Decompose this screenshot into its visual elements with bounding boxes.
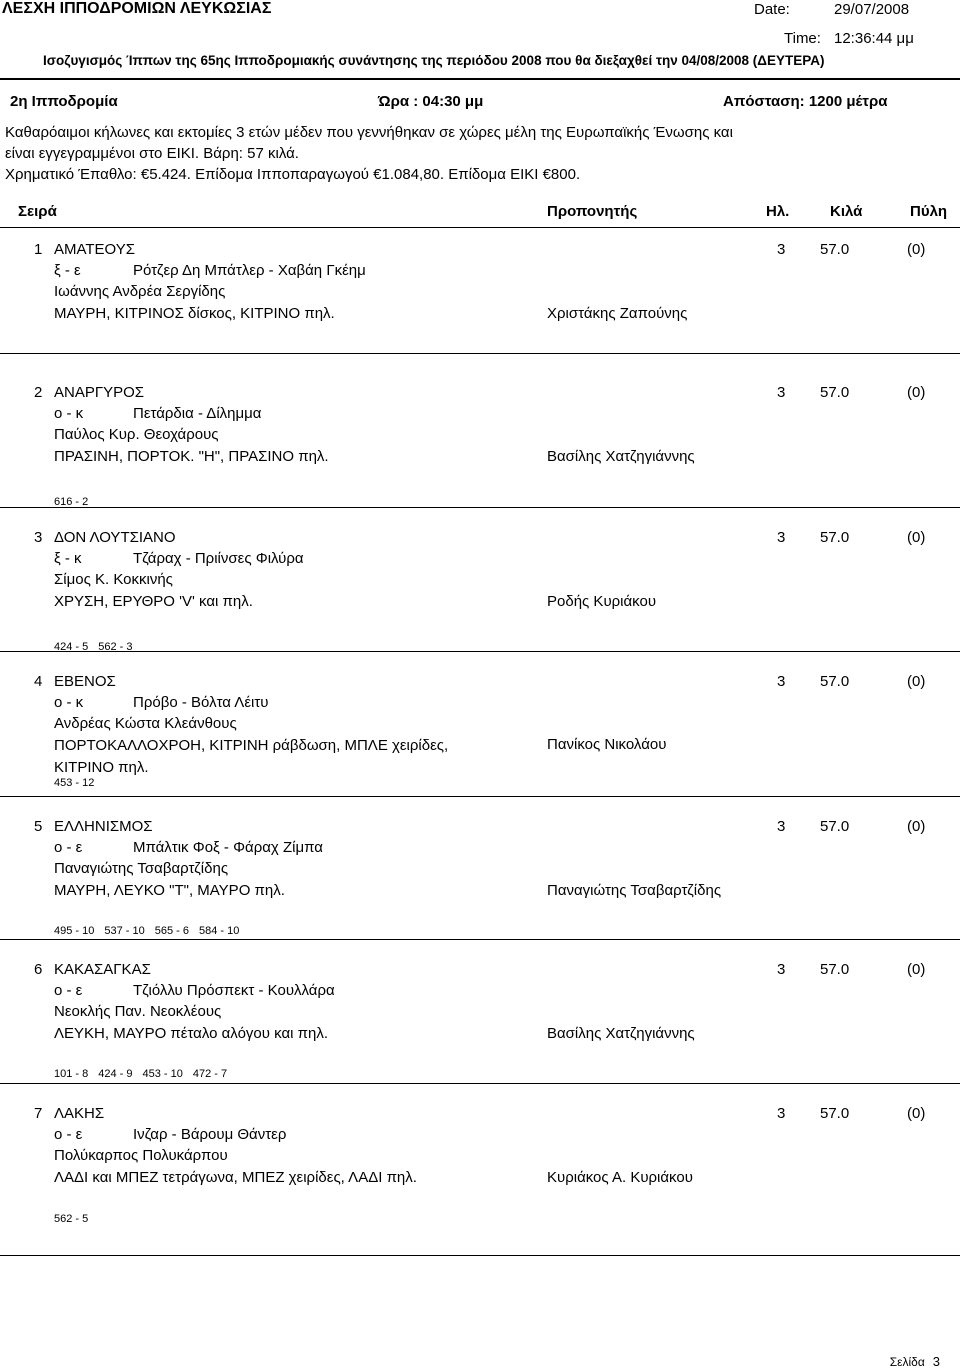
sex-color: ο - ε [54, 839, 83, 856]
trainer-name: Βασίλης Χατζηγιάννης [547, 448, 695, 465]
sex-color: ο - ε [54, 982, 83, 999]
sex-color: ο - ε [54, 1126, 83, 1143]
trainer-name: Χριστάκης Ζαπούνης [547, 305, 688, 322]
pedigree: Πρόβο - Βόλτα Λέιτυ [133, 694, 269, 711]
time-value: 12:36:44 μμ [834, 30, 914, 47]
horse-age: 3 [777, 818, 786, 835]
entry-number: 7 [34, 1105, 43, 1122]
gate-number: (0) [907, 961, 926, 978]
col-head-weight: Κιλά [830, 203, 863, 220]
horse-weight: 57.0 [820, 961, 850, 978]
horse-age: 3 [777, 241, 786, 258]
form-result: 616 - 2 [54, 496, 89, 508]
sex-color: ξ - κ [54, 550, 82, 567]
horse-name: ΑΜΑΤΕΟΥΣ [54, 241, 136, 258]
time-label: Time: [784, 30, 821, 47]
pedigree: Ινζαρ - Βάρουμ Θάντερ [133, 1126, 287, 1143]
form-result: 453 - 12 [54, 777, 95, 789]
form-result: 472 - 7 [192, 1068, 228, 1080]
horse-weight: 57.0 [820, 241, 850, 258]
race-distance: Απόσταση: 1200 μέτρα [723, 93, 888, 110]
recent-form [54, 925, 249, 937]
form-result: 424 - 9 [98, 1068, 133, 1080]
trainer-name: Πανίκος Νικολάου [547, 736, 667, 753]
form-result: 562 - 5 [54, 1213, 89, 1225]
entry-number: 4 [34, 673, 43, 690]
col-head-trainer: Προπονητής [547, 203, 638, 220]
form-result: 453 - 10 [142, 1068, 183, 1080]
page-title: ΛΕΣΧΗ ΙΠΠΟΔΡΟΜΙΩΝ ΛΕΥΚΩΣΙΑΣ [2, 0, 272, 17]
racing-colors: ΜΑΥΡΗ, ΛΕΥΚΟ "Τ", ΜΑΥΡΟ πηλ. [54, 882, 285, 899]
horse-name: ΕΛΛΗΝΙΣΜΟΣ [54, 818, 153, 835]
form-result: 562 - 3 [98, 641, 133, 653]
horse-age: 3 [777, 529, 786, 546]
form-result: 565 - 6 [154, 925, 189, 937]
horse-age: 3 [777, 961, 786, 978]
subtitle: Ισοζυγισμός Ίππων της 65ης Ιπποδρομιακής συνάντησης της περιόδου 2008 που θα διεξαχθεί την 04/08/2008 (ΔΕΥΤΕΡΑ) [43, 53, 825, 68]
horse-weight: 57.0 [820, 818, 850, 835]
race-time: Ώρα : 04:30 μμ [378, 93, 484, 110]
owner-name: Ιωάννης Ανδρέα Σεργίδης [54, 283, 226, 300]
racing-colors-cont: ΚΙΤΡΙΝΟ πηλ. [54, 759, 149, 776]
horse-age: 3 [777, 673, 786, 690]
pedigree: Ρότζερ Δη Μπάτλερ - Χαβάη Γκέημ [133, 262, 366, 279]
horse-name: ΑΝΑΡΓΥΡΟΣ [54, 384, 145, 401]
racing-colors: ΠΡΑΣΙΝΗ, ΠΟΡΤΟΚ. "Η", ΠΡΑΣΙΝΟ πηλ. [54, 448, 329, 465]
trainer-name: Ροδής Κυριάκου [547, 593, 657, 610]
column-header-rule [0, 227, 960, 228]
horse-name: ΔΟΝ ΛΟΥΤΣΙΑΝΟ [54, 529, 176, 546]
conditions-line: είναι εγγεγραμμένοι στο ΕΙΚΙ. Βάρη: 57 κιλά. [5, 145, 299, 162]
owner-name: Παναγιώτης Τσαβαρτζίδης [54, 860, 229, 877]
horse-name: ΛΑΚΗΣ [54, 1105, 105, 1122]
form-result: 495 - 10 [54, 925, 95, 937]
race-name: 2η Ιπποδρομία [10, 93, 118, 110]
entry-divider [0, 796, 960, 797]
entry-divider [0, 651, 960, 652]
racing-colors: ΛΕΥΚΗ, ΜΑΥΡΟ πέταλο αλόγου και πηλ. [54, 1025, 328, 1042]
conditions-line: Χρηματικό Έπαθλο: €5.424. Επίδομα Ιπποπαραγωγού €1.084,80. Επίδομα ΕΙΚΙ €800. [5, 166, 581, 183]
entry-divider [0, 1255, 960, 1256]
page-label: Σελίδα [889, 1355, 925, 1369]
entry-divider [0, 353, 960, 354]
horse-weight: 57.0 [820, 673, 850, 690]
horse-name: ΕΒΕΝΟΣ [54, 673, 116, 690]
recent-form [54, 1068, 237, 1080]
owner-name: Πολύκαρπος Πολυκάρπου [54, 1147, 228, 1164]
horse-weight: 57.0 [820, 384, 850, 401]
pedigree: Τζιόλλυ Πρόσπεκτ - Κουλλάρα [133, 982, 335, 999]
owner-name: Σίμος Κ. Κοκκινής [54, 571, 173, 588]
date-value: 29/07/2008 [834, 1, 910, 18]
conditions-line: Καθαρόαιμοι κήλωνες και εκτομίες 3 ετών μέδεν που γεννήθηκαν σε χώρες μέλη της Ευρωπαϊκής Ένωσης και [5, 124, 733, 141]
sex-color: ξ - ε [54, 262, 81, 279]
col-head-gate: Πύλη [910, 203, 948, 220]
sex-color: ο - κ [54, 694, 84, 711]
page-number: 3 [932, 1354, 940, 1369]
trainer-name: Κυριάκος Α. Κυριάκου [547, 1169, 693, 1186]
form-result: 101 - 8 [54, 1068, 89, 1080]
form-result: 537 - 10 [104, 925, 145, 937]
gate-number: (0) [907, 384, 926, 401]
sex-color: ο - κ [54, 405, 84, 422]
owner-name: Ανδρέας Κώστα Κλεάνθους [54, 715, 237, 732]
racing-colors: ΛΑΔΙ και ΜΠΕΖ τετράγωνα, ΜΠΕΖ χειρίδες, ΛΑΔΙ πηλ. [54, 1169, 417, 1186]
gate-number: (0) [907, 241, 926, 258]
entry-divider [0, 1083, 960, 1084]
recent-form [54, 1213, 98, 1225]
pedigree: Μπάλτικ Φοξ - Φάραχ Ζίμπα [133, 839, 323, 856]
page-footer [890, 1354, 940, 1369]
owner-name: Παύλος Κυρ. Θεοχάρους [54, 426, 219, 443]
form-result: 584 - 10 [199, 925, 240, 937]
entry-number: 2 [34, 384, 43, 401]
owner-name: Νεοκλής Παν. Νεοκλέους [54, 1003, 222, 1020]
recent-form [54, 777, 104, 789]
horse-weight: 57.0 [820, 529, 850, 546]
horse-weight: 57.0 [820, 1105, 850, 1122]
entry-number: 6 [34, 961, 43, 978]
pedigree: Πετάρδια - Δίλημμα [133, 405, 262, 422]
col-head-order: Σειρά [18, 203, 57, 220]
racing-colors: ΠΟΡΤΟΚΑΛΛΟΧΡΟΗ, ΚΙΤΡΙΝΗ ράβδωση, ΜΠΛΕ χειρίδες, [54, 737, 449, 754]
trainer-name: Παναγιώτης Τσαβαρτζίδης [547, 882, 722, 899]
date-label: Date: [754, 1, 790, 18]
col-head-age: Ηλ. [766, 203, 790, 220]
gate-number: (0) [907, 1105, 926, 1122]
trainer-name: Βασίλης Χατζηγιάννης [547, 1025, 695, 1042]
racing-colors: ΜΑΥΡΗ, ΚΙΤΡΙΝΟΣ δίσκος, ΚΙΤΡΙΝΟ πηλ. [54, 305, 335, 322]
header-divider [0, 78, 960, 80]
entry-number: 1 [34, 241, 43, 258]
pedigree: Τζάραχ - Πριίνσες Φιλύρα [133, 550, 304, 567]
entry-divider [0, 507, 960, 508]
gate-number: (0) [907, 529, 926, 546]
race-conditions [5, 122, 905, 185]
horse-age: 3 [777, 1105, 786, 1122]
gate-number: (0) [907, 818, 926, 835]
racing-colors: ΧΡΥΣΗ, ΕΡΥΘΡΟ 'V' και πηλ. [54, 593, 253, 610]
gate-number: (0) [907, 673, 926, 690]
entry-divider [0, 939, 960, 940]
entry-number: 5 [34, 818, 43, 835]
horse-age: 3 [777, 384, 786, 401]
horse-name: ΚΑΚΑΣΑΓΚΑΣ [54, 961, 151, 978]
entry-number: 3 [34, 529, 43, 546]
form-result: 424 - 5 [54, 641, 89, 653]
